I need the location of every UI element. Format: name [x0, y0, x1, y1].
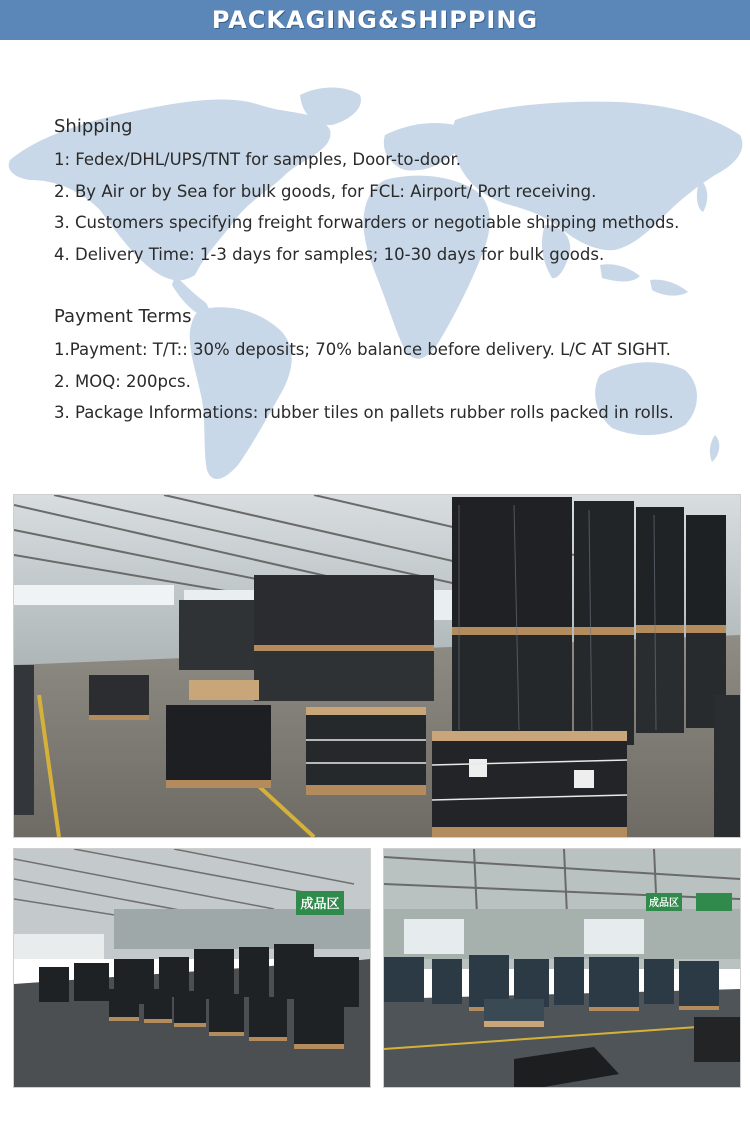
payment-line: 2. MOQ: 200pcs.	[54, 371, 191, 391]
shipping-heading: Shipping	[54, 116, 133, 137]
shipping-line: 4. Delivery Time: 1-3 days for samples; 10-30 days for bulk goods.	[54, 244, 605, 264]
warehouse-photo-left	[13, 848, 371, 1088]
payment-heading: Payment Terms	[54, 306, 192, 327]
shipping-line: 3. Customers specifying freight forwarders or negotiable shipping methods.	[54, 213, 680, 232]
info-section	[0, 40, 750, 490]
warehouse-zone-sign: 成品区	[300, 897, 340, 912]
warehouse-zone-sign: 成品区	[649, 898, 679, 909]
shipping-info	[54, 116, 679, 270]
section-title: PACKAGING&SHIPPING	[211, 6, 539, 34]
shipping-line: 2. By Air or by Sea for bulk goods, for FCL: Airport/ Port receiving.	[54, 181, 597, 201]
warehouse-photo-main	[13, 494, 741, 838]
payment-line: 3. Package Informations: rubber tiles on pallets rubber rolls packed in rolls.	[54, 403, 674, 422]
section-header-banner	[0, 0, 750, 40]
shipping-line: 1: Fedex/DHL/UPS/TNT for samples, Door-to-door.	[54, 150, 461, 169]
payment-line: 1.Payment: T/T:: 30% deposits; 70% balance before delivery. L/C AT SIGHT.	[54, 340, 671, 359]
warehouse-photo-right	[383, 848, 741, 1088]
payment-terms-info	[54, 306, 674, 429]
